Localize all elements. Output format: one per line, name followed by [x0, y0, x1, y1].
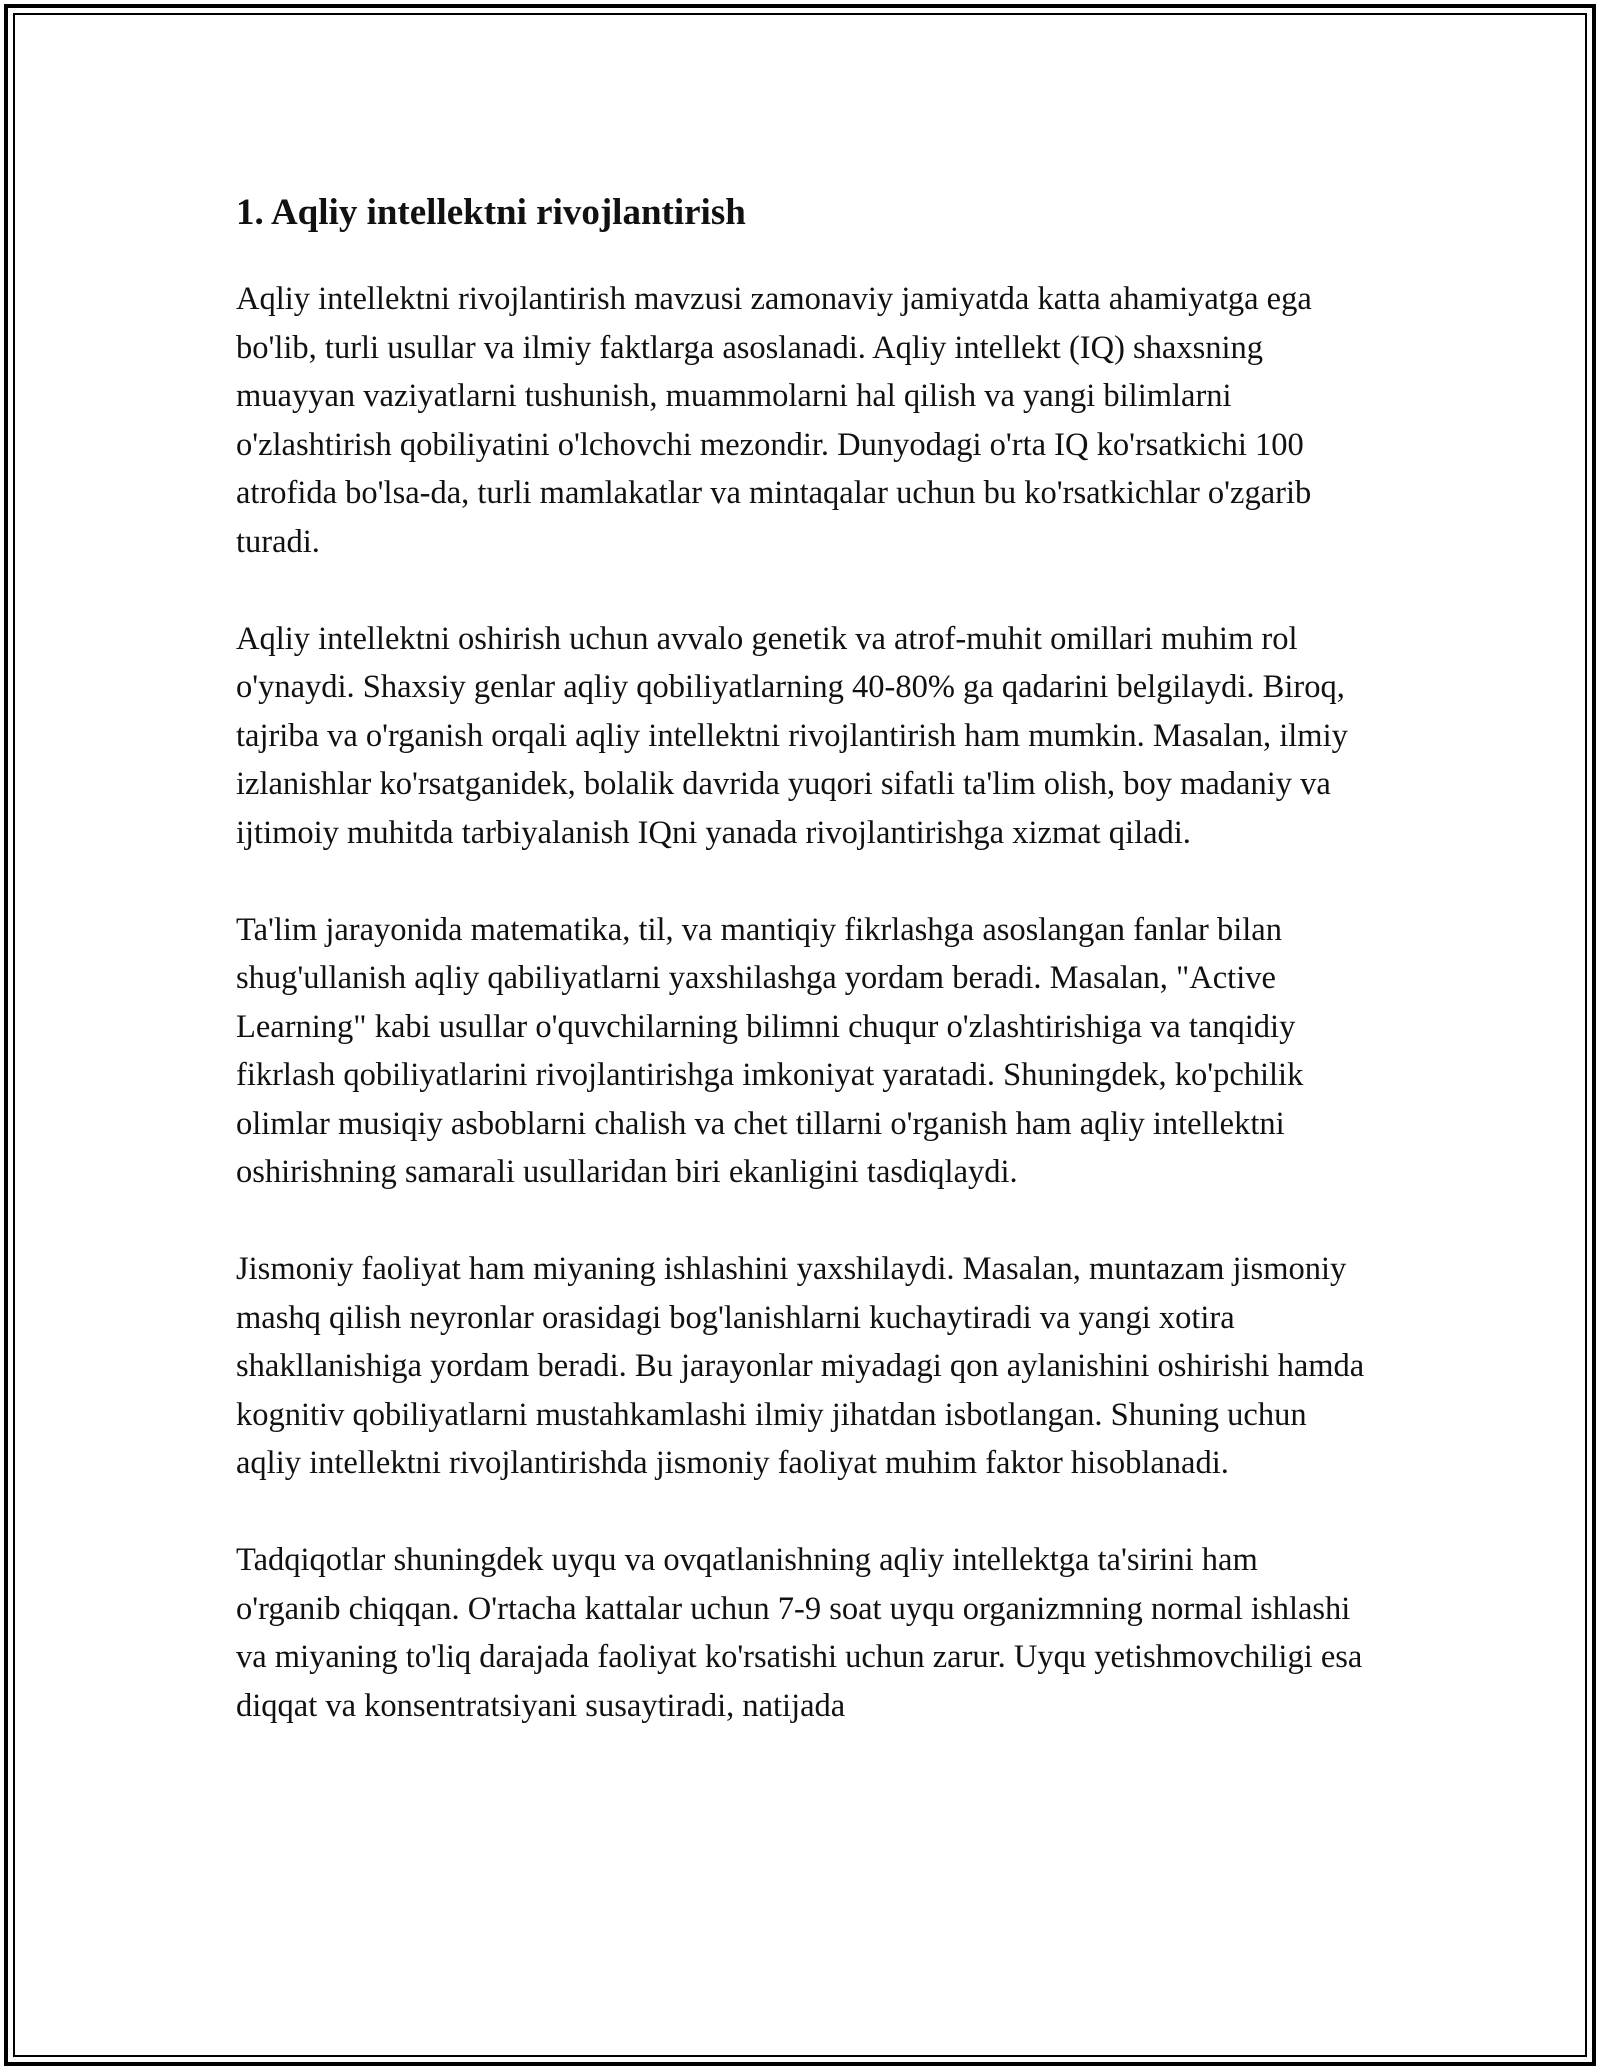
paragraph-3: Ta'lim jarayonida matematika, til, va mantiqiy fikrlashga asoslangan fanlar bilan shug'ullanish aqliy qabiliyatlarni yaxshilashga yordam beradi. Masalan, "Active Learning" kabi usullar o'quvchilarning bilimni chuqur o'zlashtirishiga va tanqidiy fikrlash qobiliyatlarini rivojlantirishga imkoniyat yaratadi. Shuningdek, ko'pchilik olimlar musiqiy asboblarni chalish va chet tillarni o'rganish ham aqliy intellektni oshirishning samarali usullaridan biri ekanligini tasdiqlaydi.	[236, 911, 1304, 1190]
paragraph-5: Tadqiqotlar shuningdek uyqu va ovqatlanishning aqliy intellektga ta'sirini ham o'rganib chiqqan. O'rtacha kattalar uchun 7-9 soat uyqu organizmning normal ishlashi va miyaning to'liq darajada faoliyat ko'rsatishi uchun zarur. Uyqu yetishmovchiligi esa diqqat va konsentratsiyani susaytiradi, natijada	[236, 1542, 1363, 1724]
paragraph-4: Jismoniy faoliyat ham miyaning ishlashini yaxshilaydi. Masalan, muntazam jismoniy mashq qilish neyronlar orasidagi bog'lanishlarni kuchaytiradi va yangi xotira shakllanishiga yordam beradi. Bu jarayonlar miyadagi qon aylanishini oshirishi hamda kognitiv qobiliyatlarni mustahkamlashi ilmiy jihatdan isbotlangan. Shuning uchun aqliy intellektni rivojlantirishda jismoniy faoliyat muhim faktor hisoblanadi.	[236, 1251, 1365, 1481]
paragraph-2: Aqliy intellektni oshirish uchun avvalo genetik va atrof-muhit omillari muhim rol o'ynaydi. Shaxsiy genlar aqliy qobiliyatlarning 40-80% ga qadarini belgilaydi. Biroq, tajriba va o'rganish orqali aqliy intellektni rivojlantirish ham mumkin. Masalan, ilmiy izlanishlar ko'rsatganidek, bolalik davrida yuqori sifatli ta'lim olish, boy madaniy va ijtimoiy muhitda tarbiyalanish IQni yanada rivojlantirishga xizmat qiladi.	[236, 620, 1348, 851]
document-body	[236, 185, 1366, 1730]
paragraph-1: Aqliy intellektni rivojlantirish mavzusi zamonaviy jamiyatda katta ahamiyatga ega bo'lib, turli usullar va ilmiy faktlarga asoslanadi. Aqliy intellekt (IQ) shaxsning muayyan vaziyatlarni tushunish, muammolarni hal qilish va yangi bilimlarni o'zlashtirish qobiliyatini o'lchovchi mezondir. Dunyodagi o'rta IQ ko'rsatkichi 100 atrofida bo'lsa-da, turli mamlakatlar va mintaqalar uchun bu ko'rsatkichlar o'zgarib turadi.	[236, 281, 1312, 560]
section-title: 1. Aqliy intellektni rivojlantirish	[236, 192, 746, 233]
